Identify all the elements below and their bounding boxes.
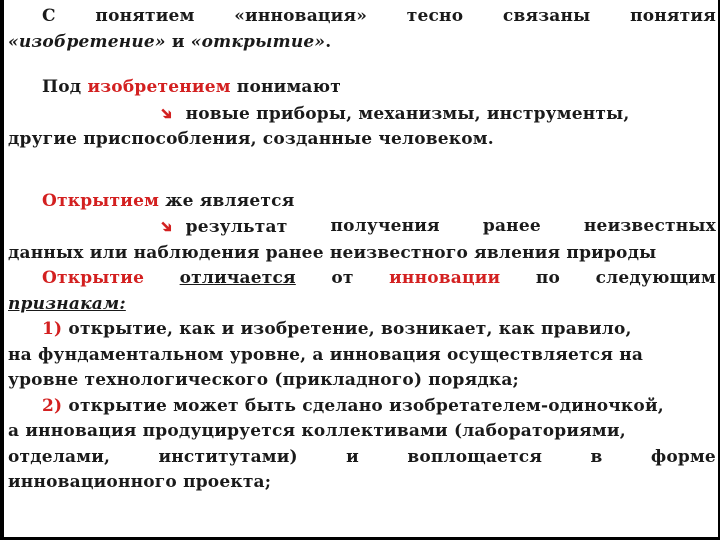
point-2-line-3: отделами, институтами) и воплощается в форме	[8, 446, 716, 467]
invention-definition-heading: Под изобретением понимают	[42, 77, 341, 97]
point-1-line-3: уровне технологического (прикладного) порядка;	[8, 370, 520, 390]
arrow-bullet-icon: ➔	[155, 215, 179, 239]
point-2-line-1: 2) открытие может быть сделано изобретателем-одиночкой,	[42, 395, 664, 416]
point-1-number: 1)	[42, 319, 63, 339]
invention-term: изобретением	[87, 77, 231, 97]
point-1-line-2: на фундаментальном уровне, а инновация осуществляется на	[8, 344, 644, 365]
point-2-number: 2)	[42, 395, 63, 416]
intro-line-1: С понятием «инновация» тесно связаны понятия	[42, 6, 716, 26]
slide-content	[8, 4, 716, 496]
discovery-term: Открытием	[42, 190, 160, 211]
discovery-definition-heading: Открытием же является	[42, 190, 295, 211]
arrow-bullet-icon: ➔	[155, 101, 179, 125]
invention-bullet: ➔ новые приборы, механизмы, инструменты,	[8, 101, 716, 128]
discovery-bullet: ➔ результат получения ранее неизвестных	[8, 214, 716, 241]
point-2-line-4: инновационного проекта;	[8, 472, 272, 492]
point-1-line-1: 1) открытие, как и изобретение, возникает, как правило,	[42, 319, 632, 339]
slide-border-left	[0, 0, 4, 540]
discovery-continuation: данных или наблюдения ранее неизвестного явления природы	[8, 242, 657, 263]
difference-heading-end: признакам:	[8, 293, 126, 314]
intro-line-2: «изобретение» и «открытие».	[8, 31, 332, 52]
point-2-line-2: а инновация продуцируется коллективами (лабораториями,	[8, 421, 626, 441]
difference-heading: Открытие отличается от инновации по следующим	[42, 268, 716, 288]
invention-continuation: другие приспособления, созданные человеком.	[8, 129, 494, 149]
